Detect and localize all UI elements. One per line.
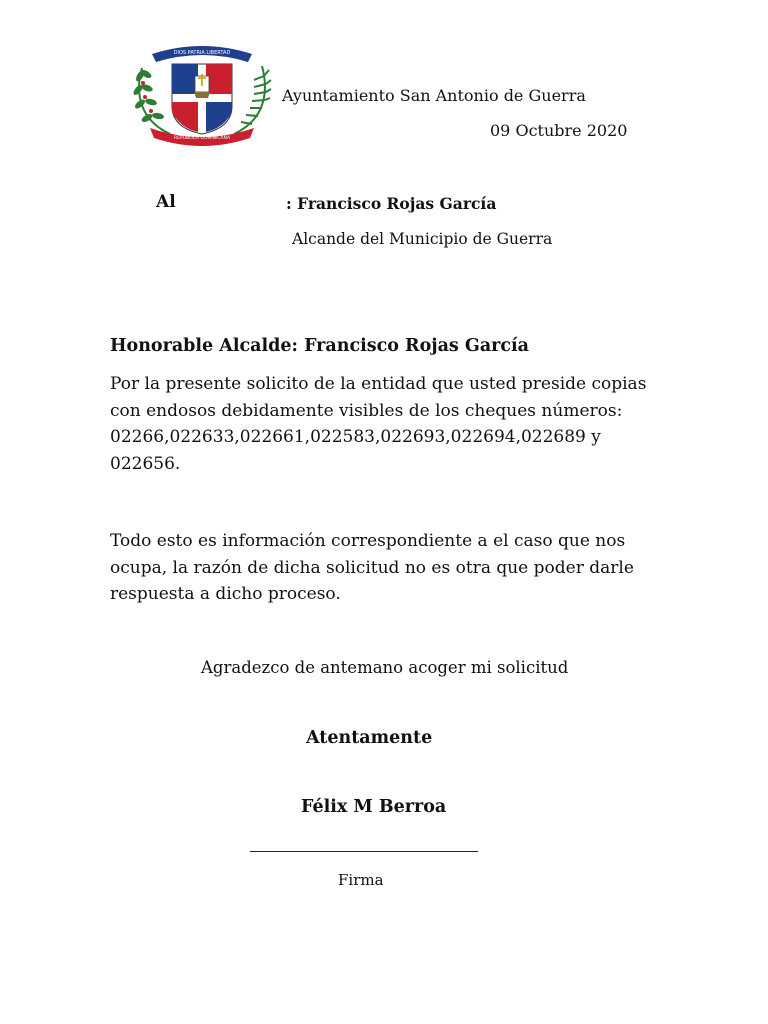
recipient-title: Alcande del Municipio de Guerra (292, 230, 553, 248)
laurel-branch-icon (132, 68, 170, 134)
sender-name: Ayuntamiento San Antonio de Guerra (282, 86, 586, 105)
shield (172, 64, 232, 134)
signature-line (250, 851, 478, 852)
body-paragraph-2: Todo esto es información correspondiente a el caso que nos ocupa, la razón de dicha solicitud no es otra que poder darle respuesta a dicho proceso. (110, 531, 634, 604)
signer-name: Félix M Berroa (301, 797, 447, 817)
salutation: Honorable Alcalde: Francisco Rojas García (110, 336, 530, 356)
thanks-line: Agradezco de antemano acoger mi solicitud (201, 658, 569, 677)
coat-of-arms-logo (132, 36, 272, 146)
closing: Atentamente (306, 728, 433, 748)
svg-text:REPUBLICA DOMINICANA: REPUBLICA DOMINICANA (173, 136, 231, 141)
body-paragraph-1: Por la presente solicito de la entidad que usted preside copias con endosos debidamente visibles de los cheques números: 02266,022633,022661,022583,022693,022694,022689 y 022656. (110, 374, 647, 474)
signature-label: Firma (338, 871, 384, 889)
letter-date: 09 Octubre 2020 (490, 121, 628, 140)
recipient-name: : Francisco Rojas García (286, 194, 497, 213)
recipient-prefix: Al (156, 192, 176, 212)
palm-branch-icon (234, 66, 271, 134)
motto-ribbon (152, 46, 252, 62)
svg-text:DIOS PATRIA LIBERTAD: DIOS PATRIA LIBERTAD (173, 50, 231, 56)
